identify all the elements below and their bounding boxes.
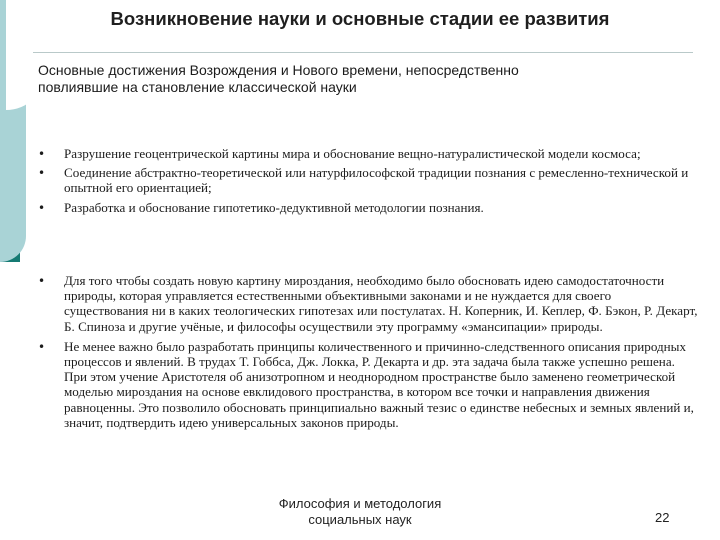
list-item [38, 339, 698, 430]
bullet-icon: • [38, 339, 46, 354]
slide-title: Возникновение науки и основные стадии ее развития [110, 8, 610, 29]
page-number: 22 [655, 510, 670, 525]
slide-subtitle [38, 62, 698, 95]
list-item-text: Соединение абстрактно-теоретической или натурфилософской традиции познания с ремесленно-технической и опытной его ориентацией; [64, 165, 689, 196]
bullet-icon: • [38, 147, 46, 161]
bullet-icon: • [38, 200, 46, 215]
list-item [38, 200, 698, 215]
list-item [38, 146, 698, 161]
list-item-text: Разрушение геоцентрической картины мира и обоснование вещно-натуралистической модели космоса; [64, 146, 641, 161]
list-item-text: Не менее важно было разработать принципы количественного и причинно-следственного описания природных процессов и явлений. В трудах Т. Гоббса, Дж. Локка, Р. Декарта и др. эта задача была также успешно решена. При этом учение Аристотеля об анизотропном и неоднородном пространстве было заменено геометрической моделью мироздания на основе евклидового пространства, в котором все точки и направления движения равноценны. Это позволило обосновать принципиально важный тезис о единстве небесных и земных явлений и, значит, подтвердить идею универсальных законов природы. [64, 338, 694, 430]
list-item [38, 273, 698, 334]
list-item [38, 165, 698, 195]
achievements-list [38, 146, 698, 215]
footer-course-name [260, 496, 460, 528]
footer-line: социальных наук [308, 512, 412, 527]
subtitle-line: повлиявшие на становление классической науки [38, 78, 357, 95]
footer-line: Философия и методология [278, 496, 442, 511]
title-divider [33, 52, 693, 53]
list-item-text: Разработка и обоснование гипотетико-дедуктивной методологии познания. [64, 199, 484, 215]
bullet-icon: • [38, 166, 46, 181]
bullet-icon: • [38, 274, 46, 288]
subtitle-line: Основные достижения Возрождения и Нового времени, непосредственно [38, 62, 519, 78]
explanation-list [38, 273, 698, 430]
list-item-text: Для того чтобы создать новую картину мироздания, необходимо было обосновать идею самодостаточности природы, которая управляется естественными объективными законами и не нуждается для своего существования ни в каких теологических гипотезах или постулатах. Н. Коперник, И. Кеплер, Ф. Бэкон, Р. Декарт, Б. Спиноза и другие учёные, и философы осуществили эту программу «эмансипации» природы. [64, 273, 698, 334]
